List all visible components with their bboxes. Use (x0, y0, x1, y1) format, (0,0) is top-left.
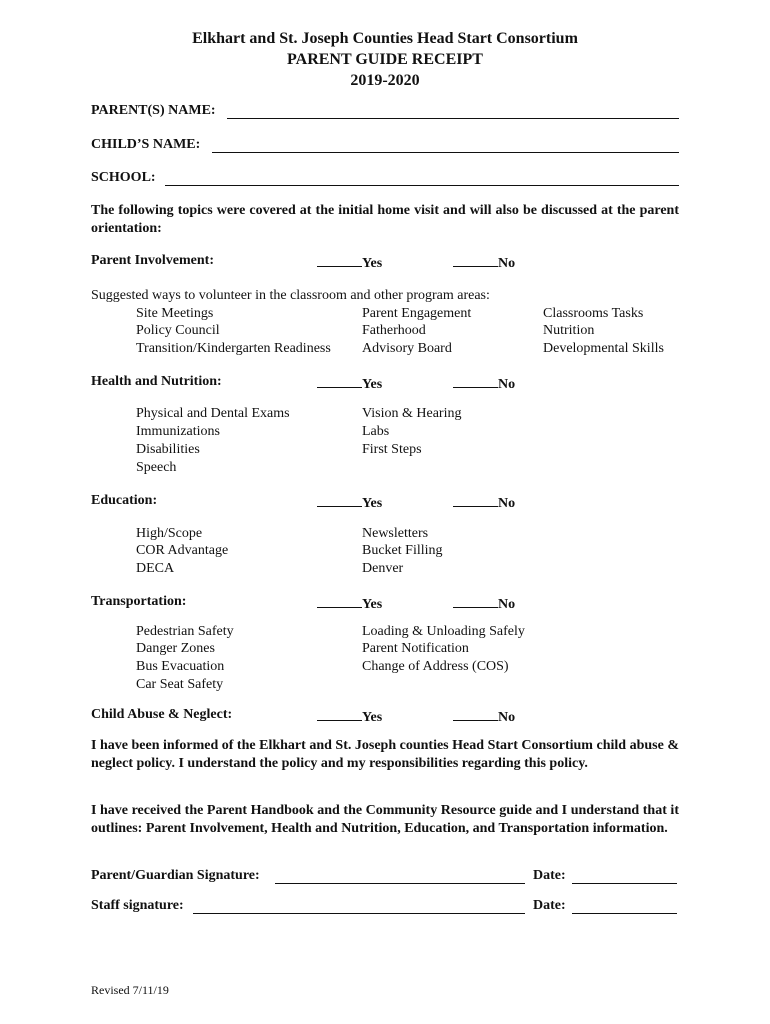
school-label: SCHOOL: (91, 170, 156, 185)
yes-blank[interactable] (317, 374, 362, 388)
parent-signature-label: Parent/Guardian Signature: (91, 868, 260, 883)
child-abuse-yes[interactable] (317, 707, 382, 726)
school-field[interactable] (165, 185, 679, 186)
revision-note: Revised 7/11/19 (91, 983, 169, 997)
form-title: PARENT GUIDE RECEIPT (287, 51, 483, 68)
list-item: Car Seat Safety (136, 677, 224, 692)
yes-label: Yes (362, 710, 383, 725)
staff-date-label: Date: (533, 898, 566, 913)
list-item: Denver (362, 561, 404, 576)
volunteer-note: Suggested ways to volunteer in the classroom and other program areas: (91, 288, 490, 303)
health-label: Health and Nutrition: (91, 374, 222, 389)
list-item: Site Meetings (136, 306, 214, 321)
no-label: No (498, 597, 516, 612)
health-yes[interactable] (317, 374, 382, 393)
yes-label: Yes (362, 496, 383, 511)
list-item: Danger Zones (136, 641, 215, 656)
health-no[interactable] (453, 374, 515, 393)
list-item: Change of Address (COS) (362, 659, 509, 674)
list-item: Transition/Kindergarten Readiness (136, 341, 331, 356)
list-item: Labs (362, 424, 390, 439)
list-item: Bucket Filling (362, 543, 443, 558)
education-no[interactable] (453, 493, 515, 512)
list-item: COR Advantage (136, 543, 229, 558)
parent-date-label: Date: (533, 868, 566, 883)
parent-name-label: PARENT(S) NAME: (91, 103, 216, 118)
yes-label: Yes (362, 597, 383, 612)
list-item: Speech (136, 460, 177, 475)
staff-signature-field[interactable] (193, 913, 525, 914)
education-yes[interactable] (317, 493, 382, 512)
yes-label: Yes (362, 377, 383, 392)
parent-date-field[interactable] (572, 883, 677, 884)
yes-blank[interactable] (317, 253, 362, 267)
list-item: Loading & Unloading Safely (362, 624, 525, 639)
list-item: Fatherhood (362, 323, 426, 338)
yes-blank[interactable] (317, 493, 362, 507)
yes-blank[interactable] (317, 594, 362, 608)
yes-label: Yes (362, 256, 383, 271)
parent-signature-field[interactable] (275, 883, 525, 884)
form-year: 2019-2020 (350, 72, 420, 89)
staff-date-field[interactable] (572, 913, 677, 914)
handbook-statement: I have received the Parent Handbook and the Community Resource guide and I understand that it outlines: Parent Involvement, Health and Nutrition, Education, and Transportation information. (91, 803, 679, 836)
no-blank[interactable] (453, 493, 498, 507)
no-blank[interactable] (453, 253, 498, 267)
transportation-no[interactable] (453, 594, 515, 613)
org-title: Elkhart and St. Joseph Counties Head Start Consortium (192, 30, 578, 47)
list-item: Newsletters (362, 526, 429, 541)
parent-involvement-no[interactable] (453, 253, 515, 272)
child-name-field[interactable] (212, 152, 679, 153)
transportation-yes[interactable] (317, 594, 382, 613)
child-abuse-no[interactable] (453, 707, 515, 726)
no-label: No (498, 377, 516, 392)
education-label: Education: (91, 493, 158, 508)
list-item: First Steps (362, 442, 422, 457)
no-label: No (498, 710, 516, 725)
list-item: Classrooms Tasks (543, 306, 644, 321)
list-item: Immunizations (136, 424, 220, 439)
staff-signature-label: Staff signature: (91, 898, 184, 913)
child-abuse-label: Child Abuse & Neglect: (91, 707, 233, 722)
no-blank[interactable] (453, 594, 498, 608)
list-item: Physical and Dental Exams (136, 406, 290, 421)
no-blank[interactable] (453, 707, 498, 721)
parent-name-field[interactable] (227, 118, 679, 119)
list-item: High/Scope (136, 526, 203, 541)
list-item: Vision & Hearing (362, 406, 462, 421)
parent-involvement-yes[interactable] (317, 253, 382, 272)
list-item: Parent Notification (362, 641, 469, 656)
list-item: Parent Engagement (362, 306, 472, 321)
policy-statement: I have been informed of the Elkhart and St. Joseph counties Head Start Consortium child abuse & neglect policy. I understand the policy and my responsibilities regarding this policy. (91, 738, 679, 771)
yes-blank[interactable] (317, 707, 362, 721)
intro-text: The following topics were covered at the initial home visit and will also be discussed at the parent orientation: (91, 203, 679, 236)
transportation-label: Transportation: (91, 594, 187, 609)
list-item: Disabilities (136, 442, 200, 457)
no-blank[interactable] (453, 374, 498, 388)
list-item: Nutrition (543, 323, 595, 338)
list-item: Pedestrian Safety (136, 624, 234, 639)
list-item: Advisory Board (362, 341, 452, 356)
list-item: Bus Evacuation (136, 659, 225, 674)
list-item: Developmental Skills (543, 341, 664, 356)
child-name-label: CHILD’S NAME: (91, 137, 201, 152)
no-label: No (498, 256, 516, 271)
no-label: No (498, 496, 516, 511)
list-item: DECA (136, 561, 175, 576)
parent-involvement-label: Parent Involvement: (91, 253, 214, 268)
list-item: Policy Council (136, 323, 220, 338)
